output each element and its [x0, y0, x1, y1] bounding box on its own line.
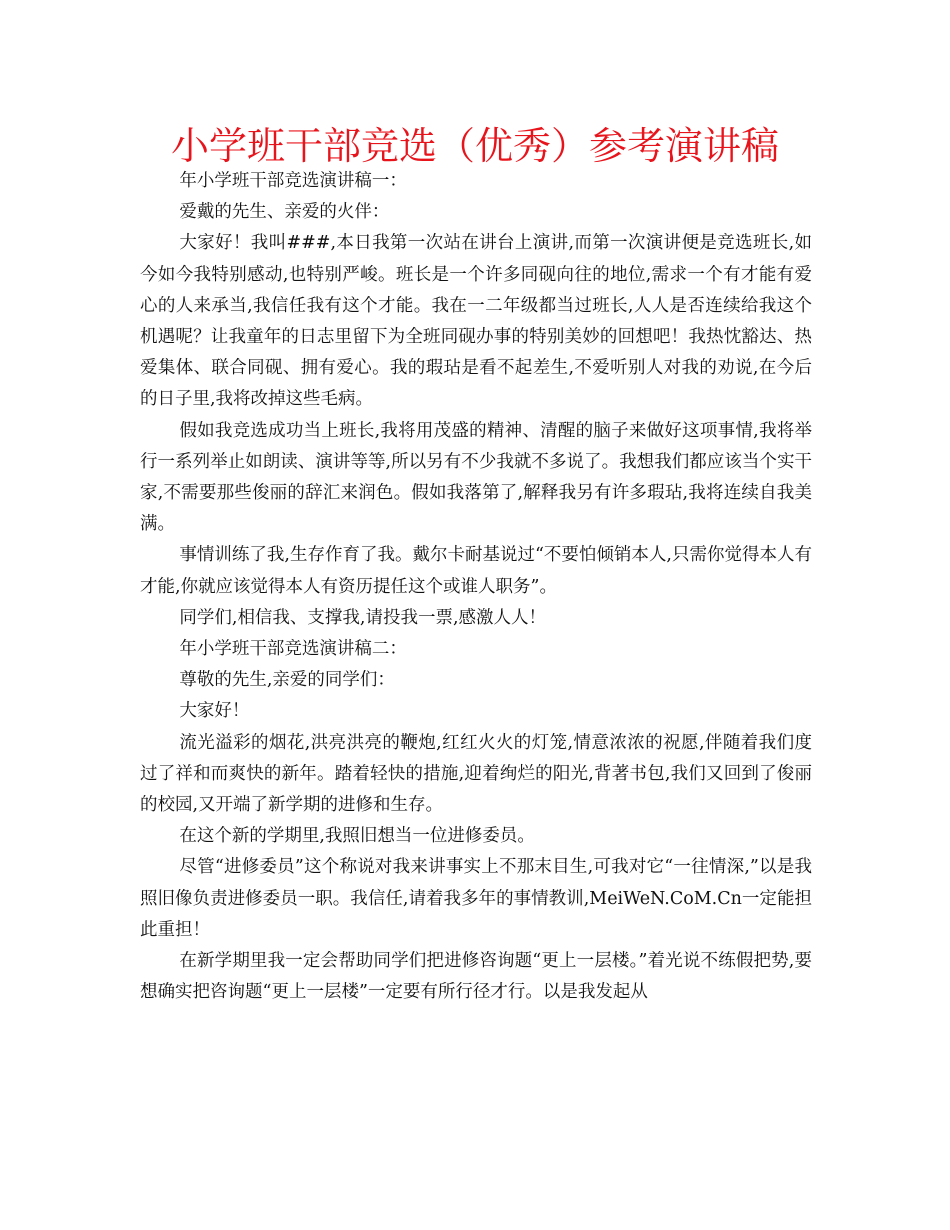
paragraph: 大家好！我叫###,本日我第一次站在讲台上演讲,而第一次演讲便是竞选班长,如今如今我特别感动,也特别严峻。班长是一个许多同砚向往的地位,需求一个有才能有爱心的人来承当,我信任我有这个才能。我在一二年级都当过班长,人人是否连续给我这个机遇呢？让我童年的日志里留下为全班同砚办事的特别美妙的回想吧！我热忱豁达、热爱集体、联合同砚、拥有爱心。我的瑕玷是看不起差生,不爱听别人对我的劝说,在今后的日子里,我将改掉这些毛病。: [140, 233, 812, 410]
paragraph: 假如我竞选成功当上班长,我将用茂盛的精神、清醒的脑子来做好这项事情,我将举行一系列举止如朗读、演讲等等,所以另有不少我就不多说了。我想我们都应该当个实干家,不需要那些俊丽的辞汇来润色。假如我落第了,解释我另有许多瑕玷,我将连续自我美满。: [140, 420, 812, 535]
paragraph: 尽管“进修委员”这个称说对我来讲事实上不那末目生,可我对它“一往情深,”以是我照旧像负责进修委员一职。我信任,请着我多年的事情教训,MeiWeN.CoM.Cn一定能担此重担！: [140, 857, 812, 940]
paragraph: 事情训练了我,生存作育了我。戴尔卡耐基说过“不要怕倾销本人,只需你觉得本人有才能,你就应该觉得本人有资历提任这个或谁人职务”。: [140, 545, 812, 597]
paragraph: 在这个新的学期里,我照旧想当一位进修委员。: [179, 826, 535, 847]
paragraph: 尊敬的先生,亲爱的同学们：: [179, 670, 395, 691]
paragraph: 年小学班干部竞选演讲稿一：: [179, 171, 407, 191]
document-title: 小学班干部竞选（优秀）参考演讲稿: [170, 124, 779, 168]
paragraph: 同学们,相信我、支撑我,请投我一票,感激人人！: [179, 607, 547, 628]
paragraph: 流光溢彩的烟花,洪亮洪亮的鞭炮,红红火火的灯笼,情意浓浓的祝愿,伴随着我们度过了祥和而爽快的新年。踏着轻快的措施,迎着绚烂的阳光,背著书包,我们又回到了俊丽的校园,又开端了新学期的进修和生存。: [140, 732, 812, 816]
paragraph: 年小学班干部竞选演讲稿二：: [179, 639, 407, 660]
paragraph: 大家好！: [179, 701, 250, 722]
paragraph: 在新学期里我一定会帮助同学们把进修咨询题“更上一层楼。”着光说不练假把势,要想确实把咨询题“更上一层楼”一定要有所行径才行。以是我发起从: [140, 951, 812, 1003]
document-body: [140, 166, 812, 1008]
paragraph: 爱戴的先生、亲爱的火伴：: [179, 202, 390, 223]
